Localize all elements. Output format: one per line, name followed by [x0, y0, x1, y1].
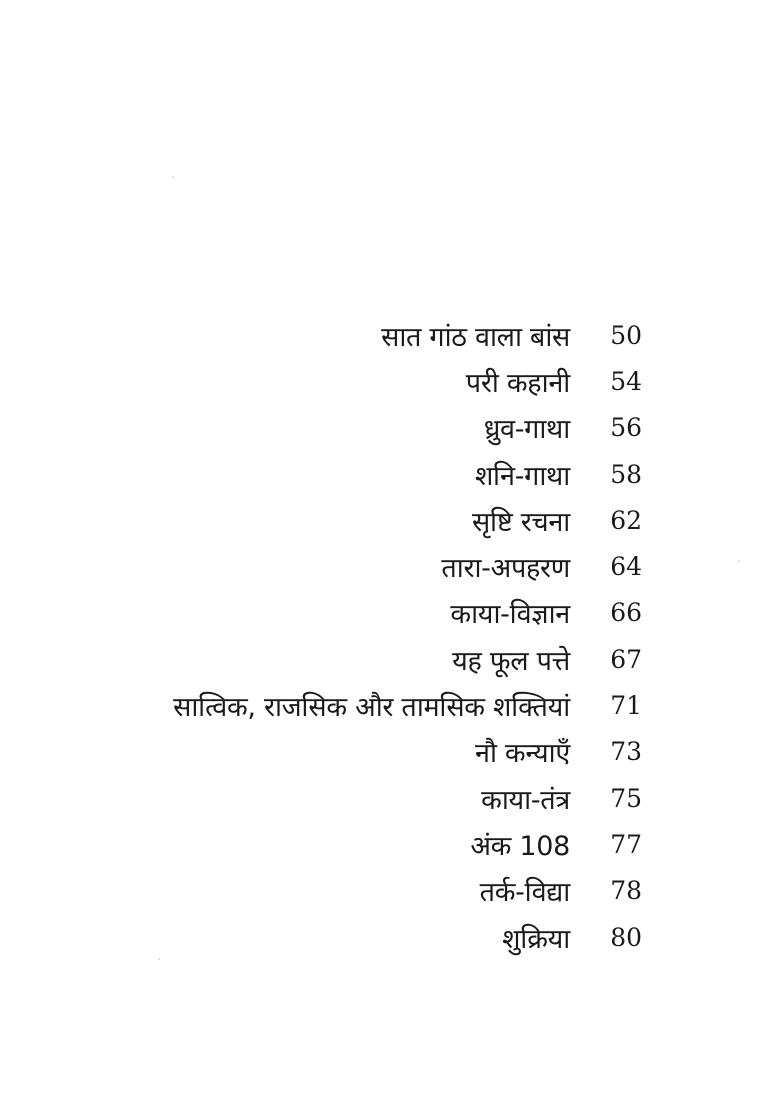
- toc-entry-title: शनि-गाथा: [474, 460, 570, 492]
- paper-speck: [158, 958, 160, 960]
- toc-entry-page: 64: [610, 552, 642, 582]
- toc-entry-title: परी कहानी: [465, 367, 570, 399]
- toc-entry-page: 80: [610, 922, 642, 952]
- toc-entry-page: 73: [610, 737, 642, 767]
- toc-entry-title: सात गांठ वाला बांस: [381, 321, 570, 353]
- table-of-contents: [173, 312, 642, 960]
- toc-entry[interactable]: [475, 451, 642, 497]
- toc-entry-title: यह फूल पत्ते: [452, 645, 570, 677]
- toc-entry-page: 78: [610, 876, 642, 906]
- toc-entry[interactable]: [480, 868, 642, 914]
- toc-entry[interactable]: [481, 775, 642, 821]
- toc-entry[interactable]: [381, 312, 642, 358]
- toc-entry[interactable]: [466, 358, 642, 404]
- paper-speck: [738, 560, 740, 562]
- toc-entry-title: सृष्टि रचना: [472, 506, 570, 538]
- toc-entry[interactable]: [484, 405, 642, 451]
- toc-entry-title: अंक 108: [470, 830, 570, 862]
- toc-entry-page: 58: [610, 459, 642, 489]
- toc-entry-title: तर्क-विद्या: [479, 877, 570, 909]
- toc-entry-page: 50: [610, 320, 642, 350]
- toc-entry-title: ध्रुव-गाथा: [483, 414, 570, 446]
- toc-entry-title: काया-विज्ञान: [450, 599, 570, 631]
- toc-entry-page: 56: [610, 413, 642, 443]
- toc-entry[interactable]: [441, 543, 642, 589]
- toc-entry-page: 77: [610, 829, 642, 859]
- toc-entry-page: 54: [610, 366, 642, 396]
- toc-entry-page: 67: [610, 644, 642, 674]
- toc-entry[interactable]: [502, 914, 642, 960]
- toc-entry-title: काया-तंत्र: [481, 784, 570, 816]
- toc-entry[interactable]: [173, 682, 642, 728]
- toc-entry-page: 66: [610, 598, 642, 628]
- toc-entry[interactable]: [450, 590, 642, 636]
- toc-entry[interactable]: [470, 821, 642, 867]
- toc-entry-page: 75: [610, 783, 642, 813]
- toc-entry-title: सात्विक, राजसिक और तामसिक शक्तियां: [173, 692, 570, 724]
- paper-speck: [172, 176, 174, 178]
- toc-entry[interactable]: [452, 636, 642, 682]
- toc-entry[interactable]: [475, 729, 642, 775]
- toc-entry[interactable]: [472, 497, 642, 543]
- toc-entry-title: तारा-अपहरण: [441, 553, 570, 585]
- toc-entry-page: 62: [610, 505, 642, 535]
- toc-entry-title: शुक्रिया: [502, 923, 570, 955]
- toc-entry-page: 71: [610, 691, 642, 721]
- toc-entry-title: नौ कन्याएँ: [474, 738, 570, 770]
